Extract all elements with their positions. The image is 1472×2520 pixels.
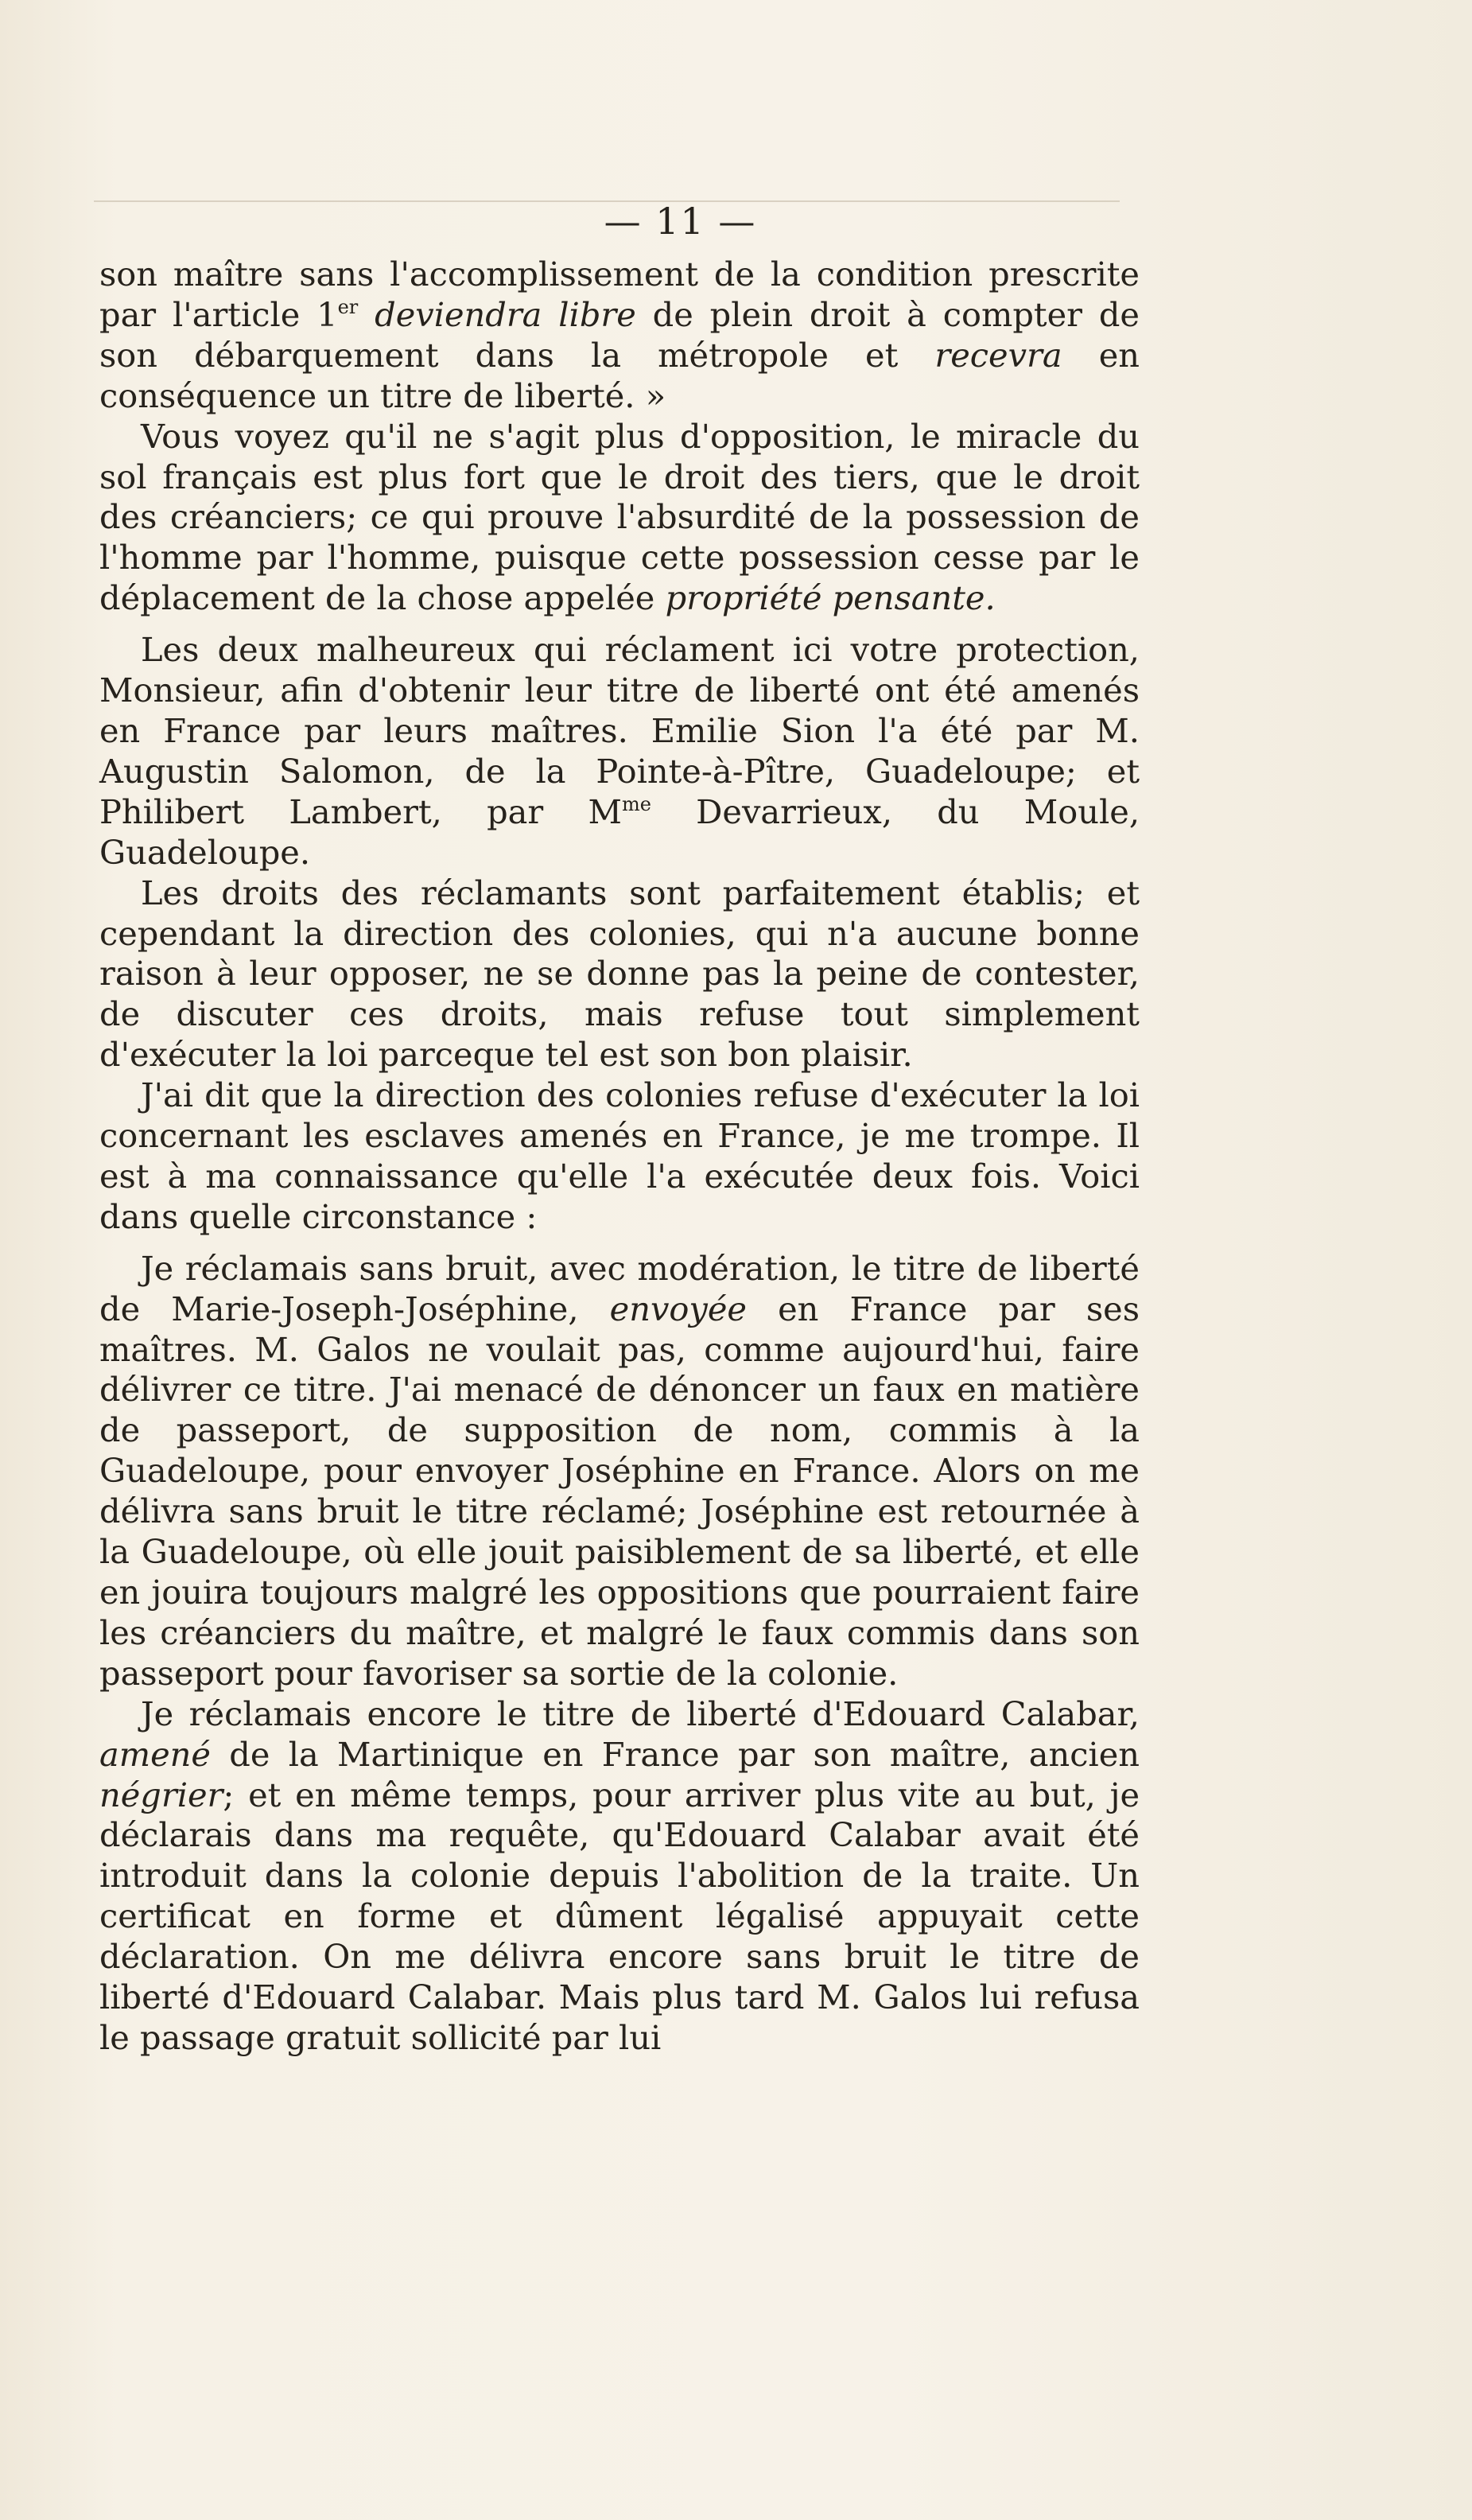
text-run: Devarrieux, du Moule, Guadeloupe. [99, 791, 1140, 872]
text-run: de plein droit à compter de son débarquement dans la métropole et [99, 294, 1140, 375]
text-run: en conséquence un titre de liberté. » [99, 335, 1140, 415]
italic-term: amené [99, 1734, 211, 1774]
text-run [358, 295, 375, 334]
superscript: er [337, 295, 359, 318]
text-run: ; et en même temps, pour arriver plus vite au but, je déclarais dans ma requête, qu'Edouard Calabar avait été introduit dans la colonie depuis l'abolition de la traite. Un certificat en forme et dûment légalisé appuyait cette déclaration. On me délivra encore sans bruit le titre de liberté d'Edouard Calabar. Mais plus tard M. Galos lui refusa le passage gratuit sollicité par lui [99, 1775, 1140, 2057]
paragraph-6 [99, 1249, 1140, 1694]
paragraph-4 [99, 873, 1140, 1076]
italic-term: recevra [934, 335, 1062, 375]
text-run: Les deux malheureux qui réclament ici votre protection, Monsieur, afin d'obtenir leur titre de liberté ont été amenés en France par leurs maîtres. Emilie Sion l'a été par M. Augustin Salomon, de la Pointe-à-Pître, Guadeloupe; et Philibert Lambert, par M [99, 630, 1140, 831]
paragraph-3 [99, 630, 1140, 873]
page-number: — 11 — [604, 200, 757, 243]
italic-term: envoyée [609, 1289, 747, 1328]
text-run: Je réclamais encore le titre de liberté d'Edouard Calabar, [141, 1694, 1140, 1733]
italic-term: propriété pensante. [665, 578, 996, 618]
text-run: de la Martinique en France par son maître, ancien [210, 1734, 1140, 1774]
body-text [99, 255, 1140, 2059]
italic-term: négrier [99, 1775, 223, 1814]
text-run: son maître sans l'accomplissement de la condition prescrite par l'article 1 [99, 255, 1140, 334]
text-run: J'ai dit que la direction des colonies refuse d'exécuter la loi concernant les esclaves amenés en France, je me trompe. Il est à ma connaissance qu'elle l'a exécutée deux fois. Voici dans quelle circonstance : [99, 1075, 1140, 1236]
paragraph-2 [99, 417, 1140, 620]
text-run: en France par ses maîtres. M. Galos ne voulait pas, comme aujourd'hui, faire délivrer ce titre. J'ai menacé de dénoncer un faux en matière de passeport, de supposition de nom, commis à la Guadeloupe, pour envoyer Joséphine en France. Alors on me délivra sans bruit le titre réclamé; Joséphine est retournée à la Guadeloupe, où elle jouit paisiblement de sa liberté, et elle en jouira toujours malgré les oppositions que pourraient faire les créanciers du maître, et malgré le faux commis dans son passeport pour favoriser sa sortie de la colonie. [99, 1289, 1140, 1693]
text-run: Vous voyez qu'il ne s'agit plus d'opposition, le miracle du sol français est plus fort que le droit des tiers, que le droit des créanciers; ce qui prouve l'absurdité de la possession de l'homme par l'homme, puisque cette possession cesse par le déplacement de la chose appelée [99, 416, 1140, 618]
text-run: Les droits des réclamants sont parfaitement établis; et cependant la direction des colonies, qui n'a aucune bonne raison à leur opposer, ne se donne pas la peine de contester, de discuter ces droits, mais refuse tout simplement d'exécuter la loi parceque tel est son bon plaisir. [99, 873, 1140, 1075]
text-run: Je réclamais sans bruit, avec modération, le titre de liberté de Marie-Joseph-Joséphine, [99, 1248, 1140, 1328]
italic-term: deviendra libre [375, 294, 636, 334]
paragraph-5 [99, 1075, 1140, 1238]
paragraph-1 [99, 255, 1140, 417]
paragraph-7 [99, 1694, 1140, 2059]
superscript: me [621, 792, 651, 815]
